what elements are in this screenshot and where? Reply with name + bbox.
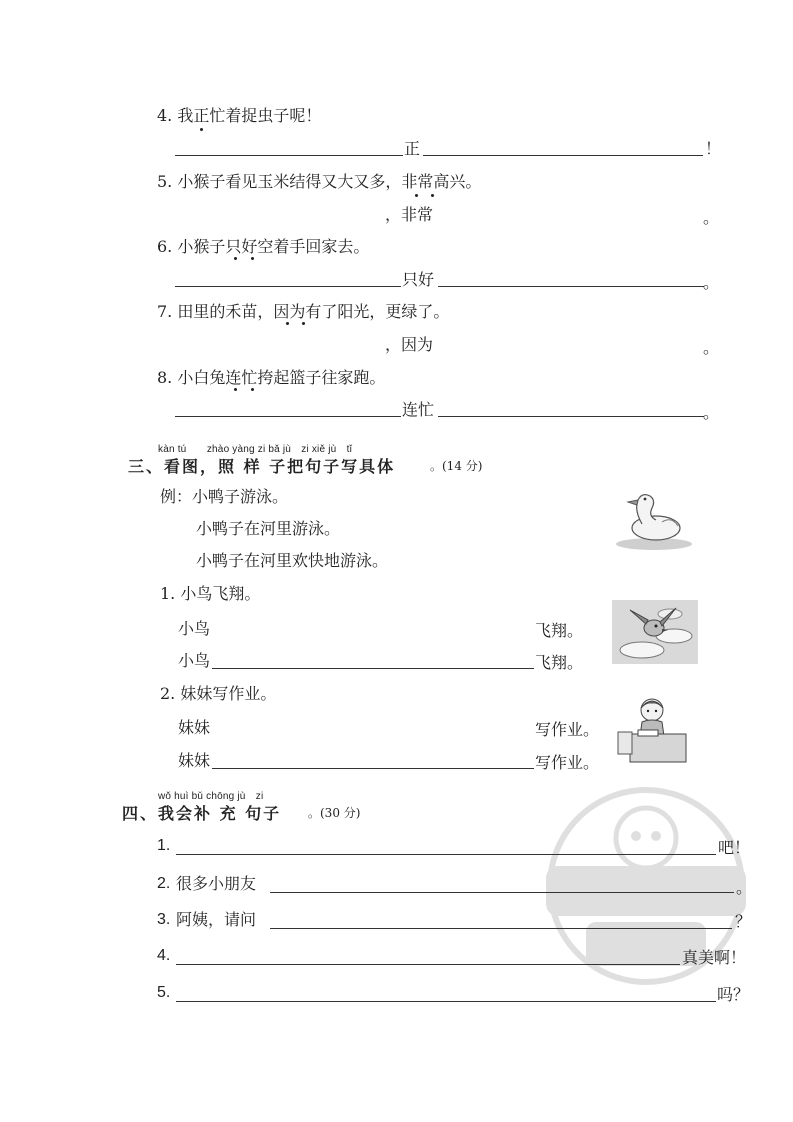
emphasis-dot xyxy=(251,257,254,260)
fill-item-3-number: 3. xyxy=(157,911,171,928)
question-4: 4. 我正忙着捉虫子呢！ xyxy=(157,106,322,125)
answer-line[interactable] xyxy=(212,668,534,669)
section-4-pinyin: wǒ huì bǔ chōng jù zi xyxy=(158,791,264,802)
answer-connector: 正 xyxy=(404,139,421,158)
q2-subject-2: 妹妹 xyxy=(178,751,211,770)
answer-line[interactable] xyxy=(176,854,716,855)
answer-connector: 连忙 xyxy=(402,400,435,419)
emphasis-dot xyxy=(234,388,237,391)
fill-item-4-end: 真美啊！ xyxy=(682,948,747,967)
example-line-1: 例：小鸭子游泳。 xyxy=(160,487,289,506)
duck-illustration xyxy=(612,486,692,552)
fill-item-3-end: ？ xyxy=(735,912,752,931)
answer-end-punct: 。 xyxy=(703,403,720,422)
answer-end-punct: 。 xyxy=(703,208,720,227)
answer-line[interactable] xyxy=(438,286,704,287)
emphasis-dot xyxy=(234,257,237,260)
section-3-pinyin: kàn tú zhào yàng zi bǎ jù zi xiě jù tǐ xyxy=(158,444,352,455)
section-3-title: 三、看图，照 样 子把句子写具体 xyxy=(128,457,396,476)
answer-line[interactable] xyxy=(175,155,403,156)
section-3-score: 。(14 分) xyxy=(430,459,483,473)
bird-illustration xyxy=(612,600,698,664)
emphasis-dot xyxy=(431,194,434,197)
section-4-score: 。(30 分) xyxy=(308,806,361,820)
fill-item-2-end: 。 xyxy=(736,878,753,897)
answer-line[interactable] xyxy=(175,416,401,417)
example-line-2: 小鸭子在河里游泳。 xyxy=(196,519,341,538)
emphasis-dot xyxy=(200,128,203,131)
answer-line[interactable] xyxy=(270,892,734,893)
q2-stem: 2. 妹妹写作业。 xyxy=(160,684,277,703)
fill-item-1-number: 1. xyxy=(157,837,171,854)
answer-connector: ，非常 xyxy=(385,205,434,224)
q1-subject-2: 小鸟 xyxy=(178,651,211,670)
section-4-title: 四、我会补 充 句子 xyxy=(122,804,282,823)
fill-item-3-prefix: 阿姨，请问 xyxy=(176,910,257,929)
answer-end-punct: 。 xyxy=(703,338,720,357)
q2-subject: 妹妹 xyxy=(178,718,211,737)
answer-line[interactable] xyxy=(438,416,704,417)
emphasis-dot xyxy=(302,322,305,325)
q2-verb-2: 写作业。 xyxy=(535,753,600,772)
answer-end-punct: ！ xyxy=(705,139,722,158)
q1-verb: 飞翔。 xyxy=(535,621,584,640)
answer-connector: ，因为 xyxy=(385,335,434,354)
fill-item-5-end: 吗？ xyxy=(717,985,750,1004)
example-line-3: 小鸭子在河里欢快地游泳。 xyxy=(196,551,389,570)
emphasis-dot xyxy=(251,388,254,391)
question-8: 8. 小白兔连忙挎起篮子往家跑。 xyxy=(157,368,386,387)
fill-item-1-end: 吧！ xyxy=(718,838,751,857)
q2-verb: 写作业。 xyxy=(535,720,600,739)
question-6: 6. 小猴子只好空着手回家去。 xyxy=(157,237,370,256)
girl-writing-illustration xyxy=(612,694,694,766)
answer-connector: 只好 xyxy=(402,270,435,289)
fill-item-4-number: 4. xyxy=(157,947,171,964)
answer-line[interactable] xyxy=(270,928,732,929)
answer-line[interactable] xyxy=(176,1001,716,1002)
answer-end-punct: 。 xyxy=(703,273,720,292)
fill-item-5-number: 5. xyxy=(157,984,171,1001)
q1-stem: 1. 小鸟飞翔。 xyxy=(160,584,261,603)
q1-verb-2: 飞翔。 xyxy=(535,653,584,672)
emphasis-dot xyxy=(286,322,289,325)
answer-line[interactable] xyxy=(175,286,401,287)
answer-line[interactable] xyxy=(212,768,534,769)
answer-line[interactable] xyxy=(423,155,703,156)
question-7: 7. 田里的禾苗，因为有了阳光，更绿了。 xyxy=(157,302,450,321)
answer-line[interactable] xyxy=(176,964,680,965)
emphasis-dot xyxy=(415,194,418,197)
q1-subject: 小鸟 xyxy=(178,619,211,638)
fill-item-2-number: 2. xyxy=(157,875,171,892)
fill-item-2-prefix: 很多小朋友 xyxy=(176,874,257,893)
question-5: 5. 小猴子看见玉米结得又大又多，非常高兴。 xyxy=(157,172,482,191)
